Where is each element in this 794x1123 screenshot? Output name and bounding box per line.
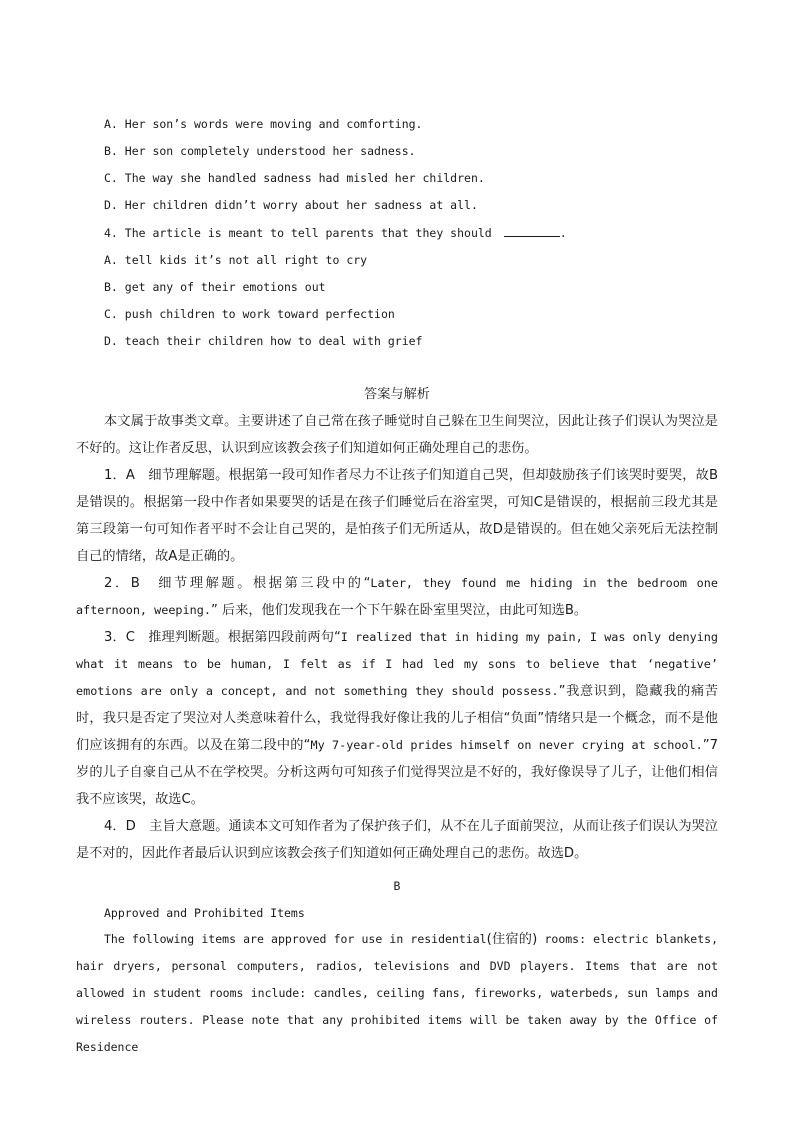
q3-option-d: D. Her children didn’t worry about her sadness at all. xyxy=(104,198,478,212)
section-b-title: Approved and Prohibited Items xyxy=(104,906,305,920)
answer-2-post: ” 后来，他们发现我在一个下午躲在卧室里哭泣，由此可知选B。 xyxy=(210,603,588,618)
answer-1: 1．A 细节理解题。根据第一段可知作者尽力不让孩子们知道自己哭，但却鼓励孩子们该哭时要哭，故B是错误的。根据第一段中作者如果要哭的话是在孩子们睡觉后在浴室哭，可知C是错误的，根据前三段尤其是第三段第一句可知作者平时不会让自己哭的，是怕孩子们无所适从，故D是错误的。但在她父亲死后无法控制自己的情绪，故A是正确的。 xyxy=(76,468,718,564)
q4-option-c: C. push children to work toward perfection xyxy=(104,307,395,321)
answer-2-quote: Later, they found me hiding in the bedroom one afternoon, weeping. xyxy=(76,576,718,617)
section-b-para-pre: The following items are approved for use in residential xyxy=(104,932,487,946)
answer-blank xyxy=(504,225,560,237)
answer-3-pre: 3．C 推理判断题。根据第四段前两句“ xyxy=(104,630,341,645)
q4-stem-end: . xyxy=(559,226,567,240)
q4-option-d: D. teach their children how to deal with grief xyxy=(104,334,423,348)
q4-option-a: A. tell kids it’s not all right to cry xyxy=(104,253,368,267)
answer-3-quote2: My 7-year-old prides himself on never crying at school. xyxy=(310,738,703,752)
answer-4: 4．D 主旨大意题。通读本文可知作者为了保护孩子们，从不在儿子面前哭泣，从而让孩子们误认为哭泣是不对的，因此作者最后认识到应该教会孩子们知道如何正确处理自己的悲伤。故选D。 xyxy=(76,819,718,861)
answer-3-post: ”7岁的儿子自豪自己从不在学校哭。分析这两句可知孩子们觉得哭泣是不好的，我好像误导了儿子，让他们相信我不应该哭，故选C。 xyxy=(76,738,718,807)
section-b-para-cjk: (住宿的) xyxy=(486,932,538,947)
q3-option-b: B. Her son completely understood her sadness. xyxy=(104,144,416,158)
answer-3-mid: ”我意识到，隐藏我的痛苦时，我只是否定了哭泣对人类意味着什么，我觉得我好像让我的儿子相信“负面”情绪只是一个概念，而不是他们应该拥有的东西。以及在第二段中的“ xyxy=(76,684,718,753)
q3-option-c: C. The way she handled sadness had misled her children. xyxy=(104,171,485,185)
q3-option-a: A. Her son’s words were moving and comforting. xyxy=(104,117,423,131)
answer-2-pre: 2．B 细节理解题。根据第三段中的“ xyxy=(104,576,371,591)
answers-summary: 本文属于故事类文章。主要讲述了自己常在孩子睡觉时自己躲在卫生间哭泣，因此让孩子们误认为哭泣是不好的。这让作者反思，认识到应该教会孩子们知道如何正确处理自己的悲伤。 xyxy=(76,414,718,456)
q4-option-b: B. get any of their emotions out xyxy=(104,280,326,294)
section-b-label: B xyxy=(393,879,401,893)
q4-stem-line xyxy=(104,225,567,241)
answer-3-quote: I realized that in hiding my pain, I was only denying what it means to be human, I felt as if I had led my sons to believe that ‘negative’ emotions are only a concept, and not something they should possess. xyxy=(76,630,718,698)
q4-stem: 4. The article is meant to tell parents that they should xyxy=(104,226,492,240)
answers-heading: 答案与解析 xyxy=(364,387,430,402)
answers-body xyxy=(76,408,718,867)
section-b-paragraph xyxy=(76,926,718,1061)
answer-3 xyxy=(76,624,718,813)
section-b-para-post: rooms: electric blankets, hair dryers, personal computers, radios, televisions and DVD players. Items that are not allowed in student rooms include: candles, ceiling fans, fireworks, waterbeds, sun lamps and wireless routers. Please note that any prohibited items will be taken away by the Office of Residence xyxy=(76,932,719,1054)
answer-2 xyxy=(76,570,718,624)
